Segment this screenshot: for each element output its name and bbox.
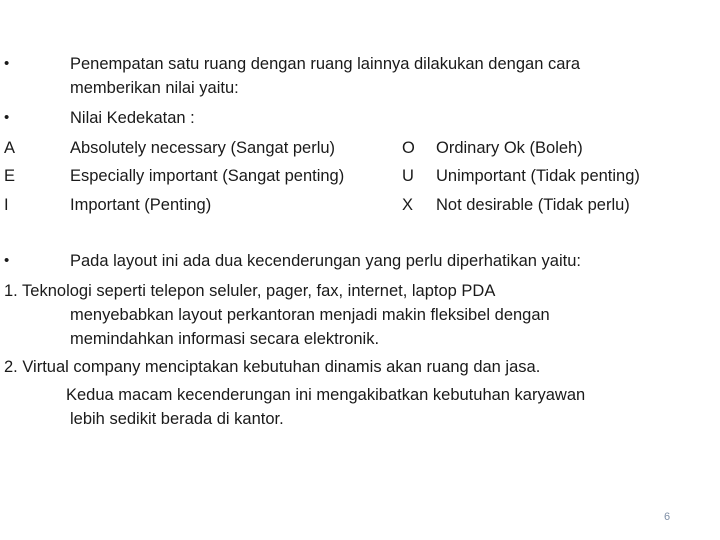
trend-item-2-line-2: Kedua macam kecenderungan ini mengakibatkan kebutuhan karyawan: [66, 386, 586, 404]
trend-item-1-line-3: memindahkan informasi secara elektronik.: [70, 330, 380, 348]
rating-text: Absolutely necessary (Sangat perlu): [70, 139, 336, 157]
bullet-marker: •: [4, 252, 10, 269]
page-number: 6: [664, 511, 671, 523]
rating-text: Important (Penting): [70, 196, 212, 214]
trend-item-2-line-1: 2. Virtual company menciptakan kebutuhan dinamis akan ruang dan jasa.: [4, 358, 541, 376]
trend-item-2-line-3: lebih sedikit berada di kantor.: [70, 410, 284, 428]
rating-text: Ordinary Ok (Boleh): [436, 139, 583, 157]
rating-code: U: [402, 167, 414, 185]
closeness-heading: Nilai Kedekatan :: [70, 109, 195, 127]
rating-code: O: [402, 139, 415, 157]
bullet-marker: •: [4, 109, 10, 126]
intro-line-1: Penempatan satu ruang dengan ruang lainnya dilakukan dengan cara: [70, 55, 581, 73]
rating-text: Unimportant (Tidak penting): [436, 167, 640, 185]
rating-code: I: [4, 196, 9, 214]
rating-text: Not desirable (Tidak perlu): [436, 196, 630, 214]
trend-item-1-line-2: menyebabkan layout perkantoran menjadi makin fleksibel dengan: [70, 306, 550, 324]
trend-item-1-line-1: 1. Teknologi seperti telepon seluler, pager, fax, internet, laptop PDA: [4, 282, 496, 300]
bullet-marker: •: [4, 55, 10, 72]
rating-code: E: [4, 167, 16, 185]
trends-intro: Pada layout ini ada dua kecenderungan yang perlu diperhatikan yaitu:: [70, 252, 581, 270]
intro-line-2: memberikan nilai yaitu:: [70, 79, 239, 97]
rating-code: X: [402, 196, 414, 214]
rating-text: Especially important (Sangat penting): [70, 167, 345, 185]
rating-code: A: [4, 139, 16, 157]
